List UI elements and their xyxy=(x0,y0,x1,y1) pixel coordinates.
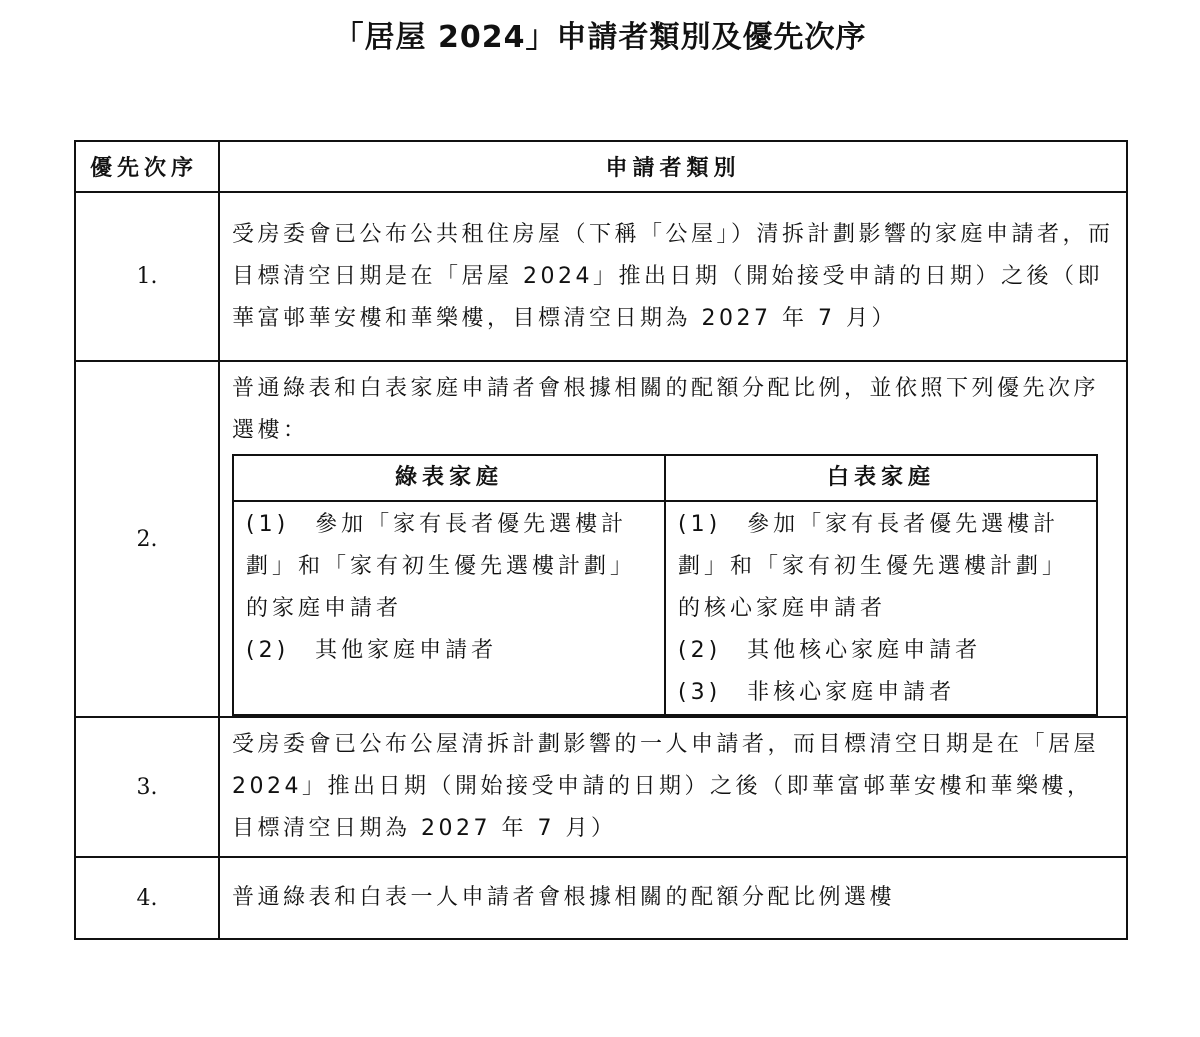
list-item: (1) 參加「家有長者優先選樓計劃」和「家有初生優先選樓計劃」的家庭申請者 xyxy=(246,512,637,621)
priority-number: 3. xyxy=(75,717,219,857)
category-text: 受房委會已公布公共租住房屋（下稱「公屋」）清拆計劃影響的家庭申請者，而目標清空日期是在「居屋 2024」推出日期（開始接受申請的日期）之後（即華富邨華安樓和華樂樓，目標清空日期為 2027 年 7 月） xyxy=(219,192,1127,361)
header-priority: 優先次序 xyxy=(75,141,219,192)
table-row xyxy=(75,857,1127,939)
inner-header-row xyxy=(233,455,1097,501)
priority-number: 1. xyxy=(75,192,219,361)
list-item: (3) 非核心家庭申請者 xyxy=(678,680,956,705)
priority-table xyxy=(74,140,1128,940)
header-green-form: 綠表家庭 xyxy=(233,455,665,501)
header-category: 申請者類別 xyxy=(219,141,1127,192)
table-header-row xyxy=(75,141,1127,192)
list-item: (2) 其他核心家庭申請者 xyxy=(678,638,982,663)
list-item: (1) 參加「家有長者優先選樓計劃」和「家有初生優先選樓計劃」的核心家庭申請者 xyxy=(678,512,1069,621)
category-text: 受房委會已公布公屋清拆計劃影響的一人申請者，而目標清空日期是在「居屋 2024」推出日期（開始接受申請的日期）之後（即華富邨華安樓和華樂樓，目標清空日期為 2027 年 7 月） xyxy=(219,717,1127,857)
table-row xyxy=(75,361,1127,717)
white-form-list xyxy=(665,501,1097,715)
page-title: 「居屋 2024」申請者類別及優先次序 xyxy=(333,20,867,55)
green-form-list xyxy=(233,501,665,715)
table-row xyxy=(75,717,1127,857)
category-text: 普通綠表和白表一人申請者會根據相關的配額分配比例選樓 xyxy=(219,857,1127,939)
table-row xyxy=(75,192,1127,361)
category-text: 普通綠表和白表家庭申請者會根據相關的配額分配比例，並依照下列優先次序選樓： xyxy=(232,376,1100,443)
inner-content-row xyxy=(233,501,1097,715)
category-cell xyxy=(219,361,1127,717)
priority-number: 2. xyxy=(75,361,219,717)
list-item: (2) 其他家庭申請者 xyxy=(246,638,498,663)
header-white-form: 白表家庭 xyxy=(665,455,1097,501)
household-priority-table xyxy=(232,454,1098,716)
priority-number: 4. xyxy=(75,857,219,939)
